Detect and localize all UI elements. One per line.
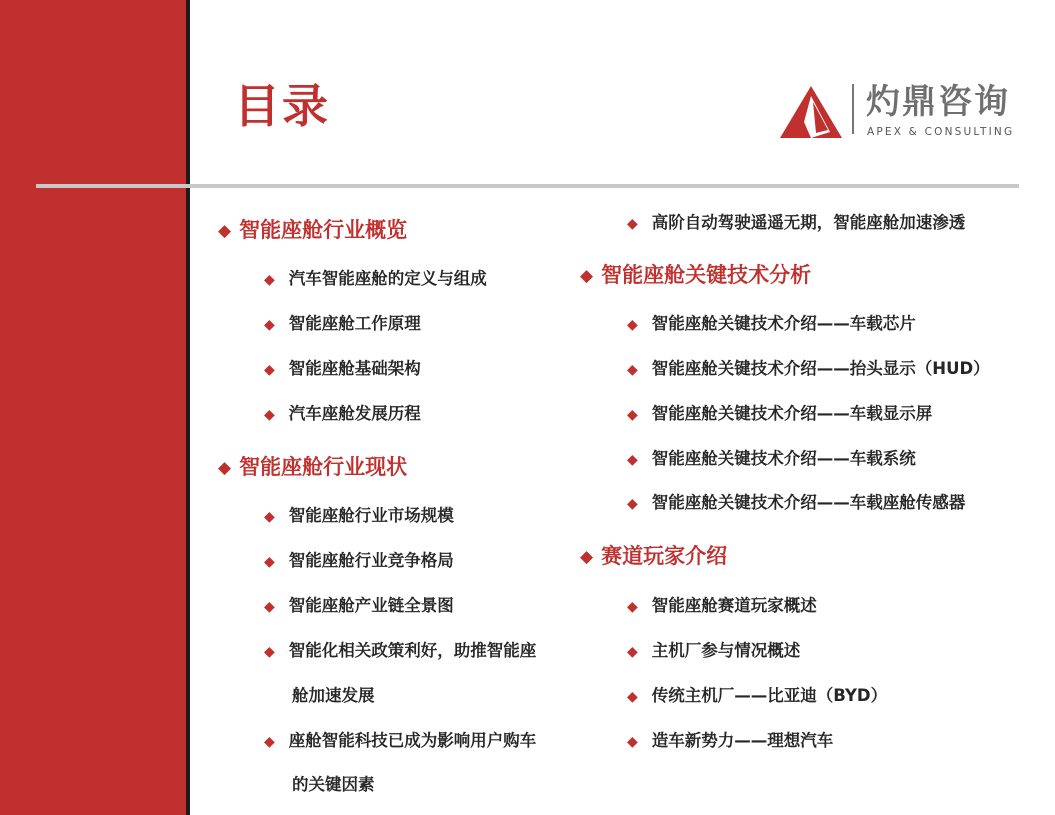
toc-item[interactable] (627, 445, 916, 469)
toc-section[interactable] (580, 540, 727, 570)
toc-item[interactable] (627, 637, 800, 661)
toc-item-label: 智能座舱关键技术介绍——车载座舱传感器 (651, 493, 966, 512)
toc-item-label: 智能座舱关键技术介绍——车载芯片 (651, 314, 916, 333)
toc-item-label: 汽车智能座舱的定义与组成 (288, 269, 487, 288)
diamond-bullet-icon: ◆ (627, 643, 638, 660)
toc-item[interactable] (264, 637, 536, 661)
diamond-bullet-icon: ◆ (627, 733, 638, 750)
diamond-bullet-icon: ◆ (627, 361, 638, 378)
diamond-bullet-icon: ◆ (580, 266, 594, 286)
diamond-bullet-icon: ◆ (627, 688, 638, 705)
toc-section[interactable] (218, 214, 407, 244)
diamond-bullet-icon: ◆ (264, 271, 275, 288)
diamond-bullet-icon: ◆ (627, 598, 638, 615)
toc-section-label: 智能座舱关键技术分析 (601, 263, 812, 287)
diamond-bullet-icon: ◆ (264, 406, 275, 423)
toc-item-label: 智能化相关政策利好，助推智能座 (288, 641, 537, 660)
diamond-bullet-icon: ◆ (218, 458, 232, 478)
diamond-bullet-icon: ◆ (264, 643, 275, 660)
diamond-bullet-icon: ◆ (218, 221, 232, 241)
diamond-bullet-icon: ◆ (627, 316, 638, 333)
diamond-bullet-icon: ◆ (627, 406, 638, 423)
toc-item-label: 高阶自动驾驶遥遥无期，智能座舱加速渗透 (651, 213, 966, 232)
toc-item[interactable] (264, 310, 421, 334)
toc-item-label: 智能座舱行业竞争格局 (288, 551, 454, 570)
toc-section-label: 赛道玩家介绍 (601, 544, 728, 568)
toc-item-label: 传统主机厂——比亚迪（BYD） (651, 686, 888, 705)
toc-item-label: 智能座舱关键技术介绍——抬头显示（HUD） (651, 359, 990, 378)
toc-item[interactable] (627, 310, 916, 334)
diamond-bullet-icon: ◆ (264, 316, 275, 333)
toc-item[interactable] (627, 682, 887, 706)
toc-item[interactable] (264, 547, 454, 571)
diamond-bullet-icon: ◆ (627, 215, 638, 232)
logo-name-cn: 灼鼎咨询 (866, 82, 1010, 122)
toc-item-label: 智能座舱基础架构 (288, 359, 421, 378)
diamond-bullet-icon: ◆ (580, 547, 594, 567)
toc-section-label: 智能座舱行业现状 (239, 455, 408, 479)
toc-item[interactable] (264, 400, 421, 424)
toc-section[interactable] (218, 451, 407, 481)
toc-item[interactable] (264, 265, 487, 289)
diamond-bullet-icon: ◆ (264, 361, 275, 378)
toc-section-label: 智能座舱行业概览 (239, 218, 408, 242)
diamond-bullet-icon: ◆ (627, 495, 638, 512)
toc-item-label: 智能座舱关键技术介绍——车载显示屏 (651, 404, 933, 423)
toc-item-continuation: 舱加速发展 (292, 686, 375, 705)
toc-item[interactable] (264, 355, 421, 379)
toc-item-label: 主机厂参与情况概述 (651, 641, 801, 660)
toc-section[interactable] (580, 259, 811, 289)
toc-item[interactable] (264, 502, 454, 526)
toc-item[interactable] (264, 727, 536, 751)
toc-item-label: 智能座舱赛道玩家概述 (651, 596, 817, 615)
toc-item-continuation: 的关键因素 (292, 775, 375, 794)
toc-item-label: 座舱智能科技已成为影响用户购车 (288, 731, 537, 750)
toc-item-label: 智能座舱产业链全景图 (288, 596, 454, 615)
toc-item[interactable] (627, 400, 932, 424)
toc-item[interactable] (627, 355, 990, 379)
diamond-bullet-icon: ◆ (264, 553, 275, 570)
toc-item-label: 造车新势力——理想汽车 (651, 731, 834, 750)
toc-item[interactable] (264, 592, 454, 616)
toc-item[interactable] (627, 209, 965, 233)
toc-item-label: 智能座舱工作原理 (288, 314, 421, 333)
diamond-bullet-icon: ◆ (264, 598, 275, 615)
toc-item[interactable] (627, 592, 817, 616)
toc-item-label: 智能座舱关键技术介绍——车载系统 (651, 449, 916, 468)
toc-item-label: 汽车座舱发展历程 (288, 404, 421, 423)
logo-name-en: APEX & CONSULTING (867, 126, 1015, 138)
diamond-bullet-icon: ◆ (264, 508, 275, 525)
toc-item[interactable] (627, 727, 833, 751)
toc-item[interactable] (627, 489, 965, 513)
page-title: 目录 (234, 79, 330, 133)
diamond-bullet-icon: ◆ (627, 451, 638, 468)
toc-item-label: 智能座舱行业市场规模 (288, 506, 454, 525)
diamond-bullet-icon: ◆ (264, 733, 275, 750)
